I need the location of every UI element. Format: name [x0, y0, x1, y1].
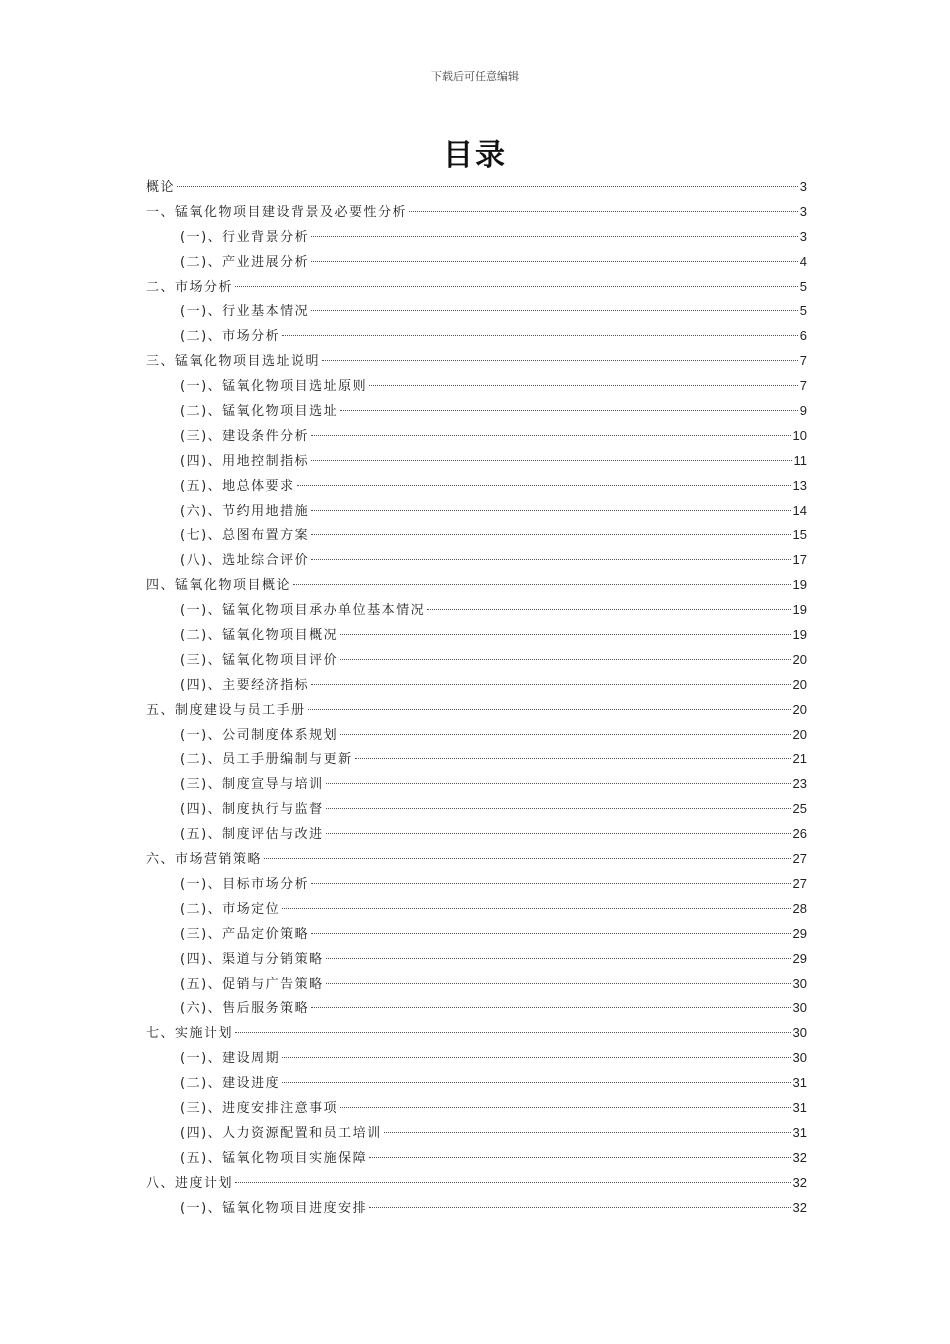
toc-entry[interactable]: [146, 299, 807, 324]
toc-entry-label: (三)、进度安排注意事项: [180, 1100, 339, 1116]
toc-entry-page: 28: [792, 900, 807, 916]
toc-dot-leader: [322, 360, 798, 361]
toc-entry-page: 13: [792, 477, 807, 493]
toc-entry-page: 32: [792, 1174, 807, 1190]
toc-entry[interactable]: [146, 250, 807, 275]
toc-dot-leader: [326, 808, 791, 809]
toc-entry[interactable]: [146, 972, 807, 997]
toc-entry-label: 七、实施计划: [146, 1026, 234, 1042]
toc-entry-page: 30: [792, 1000, 807, 1016]
toc-dot-leader: [326, 783, 791, 784]
toc-entry[interactable]: [146, 225, 807, 250]
toc-entry-page: 31: [792, 1099, 807, 1115]
toc-entry-label: (五)、锰氧化物项目实施保障: [180, 1150, 368, 1166]
toc-entry[interactable]: [146, 399, 807, 424]
toc-entry[interactable]: [146, 349, 807, 374]
toc-entry[interactable]: [146, 499, 807, 524]
toc-dot-leader: [369, 1157, 790, 1158]
toc-entry-page: 32: [792, 1149, 807, 1165]
toc-entry-page: 25: [792, 801, 807, 817]
toc-entry-page: 17: [792, 552, 807, 568]
toc-dot-leader: [369, 1207, 790, 1208]
toc-entry-page: 9: [799, 403, 807, 419]
header-note: 下载后可任意编辑: [431, 70, 519, 83]
toc-entry[interactable]: [146, 1046, 807, 1071]
toc-entry-label: (八)、选址综合评价: [180, 553, 310, 569]
toc-entry-page: 10: [792, 427, 807, 443]
toc-entry-label: (一)、行业背景分析: [180, 229, 310, 245]
toc-entry-page: 20: [792, 651, 807, 667]
toc-entry-label: (一)、行业基本情况: [180, 304, 310, 320]
toc-entry-page: 21: [792, 751, 807, 767]
toc-entry[interactable]: [146, 797, 807, 822]
toc-entry-page: 31: [792, 1075, 807, 1091]
toc-entry[interactable]: [146, 598, 807, 623]
toc-entry[interactable]: [146, 1121, 807, 1146]
toc-entry-label: (五)、制度评估与改进: [180, 827, 324, 843]
toc-entry[interactable]: [146, 673, 807, 698]
toc-dot-leader: [311, 435, 790, 436]
toc-entry[interactable]: [146, 1196, 807, 1221]
toc-entry-label: (二)、产业进展分析: [180, 254, 310, 270]
toc-dot-leader: [264, 858, 791, 859]
toc-entry-label: (二)、锰氧化物项目概况: [180, 628, 339, 644]
toc-entry[interactable]: [146, 275, 807, 300]
toc-entry-label: (四)、人力资源配置和员工培训: [180, 1125, 382, 1141]
toc-entry[interactable]: [146, 772, 807, 797]
toc-dot-leader: [235, 1182, 791, 1183]
toc-entry-label: 四、锰氧化物项目概论: [146, 578, 292, 594]
toc-dot-leader: [326, 958, 791, 959]
toc-entry-label: 三、锰氧化物项目选址说明: [146, 354, 321, 370]
toc-entry-page: 30: [792, 1050, 807, 1066]
toc-entry-page: 7: [799, 353, 807, 369]
toc-entry[interactable]: [146, 1096, 807, 1121]
toc-entry-label: 八、进度计划: [146, 1175, 234, 1191]
toc-entry-page: 20: [792, 701, 807, 717]
toc-dot-leader: [311, 236, 798, 237]
toc-entry-label: (一)、公司制度体系规划: [180, 727, 339, 743]
toc-entry-label: 概论: [146, 180, 176, 195]
toc-dot-leader: [282, 908, 790, 909]
toc-dot-leader: [311, 1007, 790, 1008]
toc-entry[interactable]: [146, 847, 807, 872]
toc-entry-label: (三)、制度宣导与培训: [180, 777, 324, 793]
toc-dot-leader: [311, 261, 798, 262]
toc-entry-label: (一)、目标市场分析: [180, 876, 310, 892]
toc-entry[interactable]: [146, 1171, 807, 1196]
toc-entry-page: 15: [792, 527, 807, 543]
toc-entry[interactable]: [146, 698, 807, 723]
toc-entry-label: (一)、锰氧化物项目承办单位基本情况: [180, 603, 426, 619]
toc-dot-leader: [340, 734, 790, 735]
toc-entry-page: 30: [792, 975, 807, 991]
toc-entry-label: (四)、用地控制指标: [180, 453, 310, 469]
toc-entry-page: 11: [793, 452, 807, 468]
toc-dot-leader: [308, 709, 791, 710]
toc-entry-label: (四)、主要经济指标: [180, 677, 310, 693]
toc-entry[interactable]: [146, 648, 807, 673]
toc-entry[interactable]: [146, 374, 807, 399]
toc-dot-leader: [340, 634, 790, 635]
toc-dot-leader: [293, 584, 791, 585]
toc-dot-leader: [409, 211, 798, 212]
toc-entry-page: 26: [792, 826, 807, 842]
toc-entry[interactable]: [146, 1071, 807, 1096]
toc-entry-label: (四)、制度执行与监督: [180, 802, 324, 818]
toc-entry-label: (六)、节约用地措施: [180, 503, 310, 519]
toc-entry-page: 31: [792, 1124, 807, 1140]
page-title: 目录: [443, 138, 507, 173]
toc-entry[interactable]: [146, 822, 807, 847]
toc-entry[interactable]: [146, 922, 807, 947]
toc-entry-page: 20: [792, 676, 807, 692]
toc-entry[interactable]: [146, 947, 807, 972]
toc-entry-page: 20: [792, 726, 807, 742]
toc-entry-label: 一、锰氧化物项目建设背景及必要性分析: [146, 204, 408, 220]
toc-dot-leader: [340, 659, 790, 660]
toc-entry[interactable]: [146, 747, 807, 772]
toc-entry-label: (七)、总图布置方案: [180, 528, 310, 544]
toc-entry-label: (二)、建设进度: [180, 1076, 281, 1092]
toc-dot-leader: [311, 534, 790, 535]
toc-entry-label: 六、市场营销策略: [146, 852, 263, 868]
toc-entry[interactable]: [146, 897, 807, 922]
toc-entry-label: (四)、渠道与分销策略: [180, 951, 324, 967]
toc-dot-leader: [340, 1107, 790, 1108]
toc-dot-leader: [235, 286, 798, 287]
toc-entry[interactable]: [146, 623, 807, 648]
toc-dot-leader: [311, 310, 798, 311]
toc-entry-page: 5: [799, 278, 807, 294]
toc-entry-page: 27: [792, 875, 807, 891]
toc-entry[interactable]: [146, 872, 807, 897]
toc-entry[interactable]: [146, 424, 807, 449]
toc-entry-page: 19: [792, 577, 807, 593]
toc-entry-label: (二)、市场定位: [180, 901, 281, 917]
toc-entry-page: 19: [792, 627, 807, 643]
toc-entry[interactable]: [146, 324, 807, 349]
toc-entry-label: (三)、锰氧化物项目评价: [180, 652, 339, 668]
toc-entry[interactable]: [146, 474, 807, 499]
toc-entry[interactable]: [146, 200, 807, 225]
toc-entry-page: 14: [792, 502, 807, 518]
toc-entry-label: (二)、锰氧化物项目选址: [180, 404, 339, 420]
toc-dot-leader: [311, 510, 790, 511]
toc-entry-page: 27: [792, 851, 807, 867]
toc-entry-label: (二)、市场分析: [180, 329, 281, 345]
toc-entry-page: 7: [799, 378, 807, 394]
toc-entry[interactable]: [146, 175, 807, 200]
toc-entry[interactable]: [146, 996, 807, 1021]
toc-dot-leader: [282, 1082, 790, 1083]
toc-entry-label: 五、制度建设与员工手册: [146, 702, 306, 718]
toc-dot-leader: [326, 983, 791, 984]
toc-entry-label: (一)、建设周期: [180, 1051, 281, 1067]
toc-entry-label: (五)、促销与广告策略: [180, 976, 324, 992]
toc-entry-page: 3: [799, 179, 807, 194]
toc-dot-leader: [384, 1132, 791, 1133]
toc-dot-leader: [177, 186, 798, 187]
toc-dot-leader: [311, 933, 790, 934]
toc-dot-leader: [340, 410, 798, 411]
toc-entry[interactable]: [146, 548, 807, 573]
toc-entry-label: (一)、锰氧化物项目进度安排: [180, 1200, 368, 1216]
toc-dot-leader: [369, 385, 798, 386]
toc-entry[interactable]: [146, 573, 807, 598]
toc-entry-label: 二、市场分析: [146, 279, 234, 295]
toc-entry-page: 5: [799, 303, 807, 319]
toc-dot-leader: [311, 883, 790, 884]
toc-dot-leader: [282, 335, 798, 336]
toc-entry-page: 30: [792, 1025, 807, 1041]
toc-entry-label: (一)、锰氧化物项目选址原则: [180, 379, 368, 395]
toc-entry-label: (三)、产品定价策略: [180, 926, 310, 942]
toc-entry-page: 32: [792, 1199, 807, 1215]
toc-entry[interactable]: [146, 449, 807, 474]
toc-entry-page: 29: [792, 925, 807, 941]
toc-dot-leader: [311, 460, 791, 461]
toc-entry[interactable]: [146, 523, 807, 548]
toc-entry[interactable]: [146, 1146, 807, 1171]
toc-entry[interactable]: [146, 723, 807, 748]
table-of-contents: [146, 175, 807, 1220]
toc-dot-leader: [297, 485, 791, 486]
toc-entry-page: 29: [792, 950, 807, 966]
toc-entry-page: 6: [799, 328, 807, 344]
toc-dot-leader: [311, 684, 790, 685]
toc-entry-label: (五)、地总体要求: [180, 478, 295, 494]
toc-entry-page: 3: [799, 203, 807, 219]
toc-entry[interactable]: [146, 1021, 807, 1046]
toc-entry-page: 23: [792, 776, 807, 792]
toc-entry-label: (三)、建设条件分析: [180, 428, 310, 444]
toc-dot-leader: [427, 609, 790, 610]
toc-entry-page: 19: [792, 602, 807, 618]
toc-entry-label: (六)、售后服务策略: [180, 1001, 310, 1017]
toc-dot-leader: [326, 833, 791, 834]
toc-entry-page: 3: [799, 228, 807, 244]
toc-dot-leader: [282, 1057, 790, 1058]
toc-dot-leader: [355, 758, 791, 759]
toc-entry-page: 4: [799, 253, 807, 269]
toc-entry-label: (二)、员工手册编制与更新: [180, 752, 353, 768]
toc-dot-leader: [311, 559, 790, 560]
toc-dot-leader: [235, 1032, 791, 1033]
